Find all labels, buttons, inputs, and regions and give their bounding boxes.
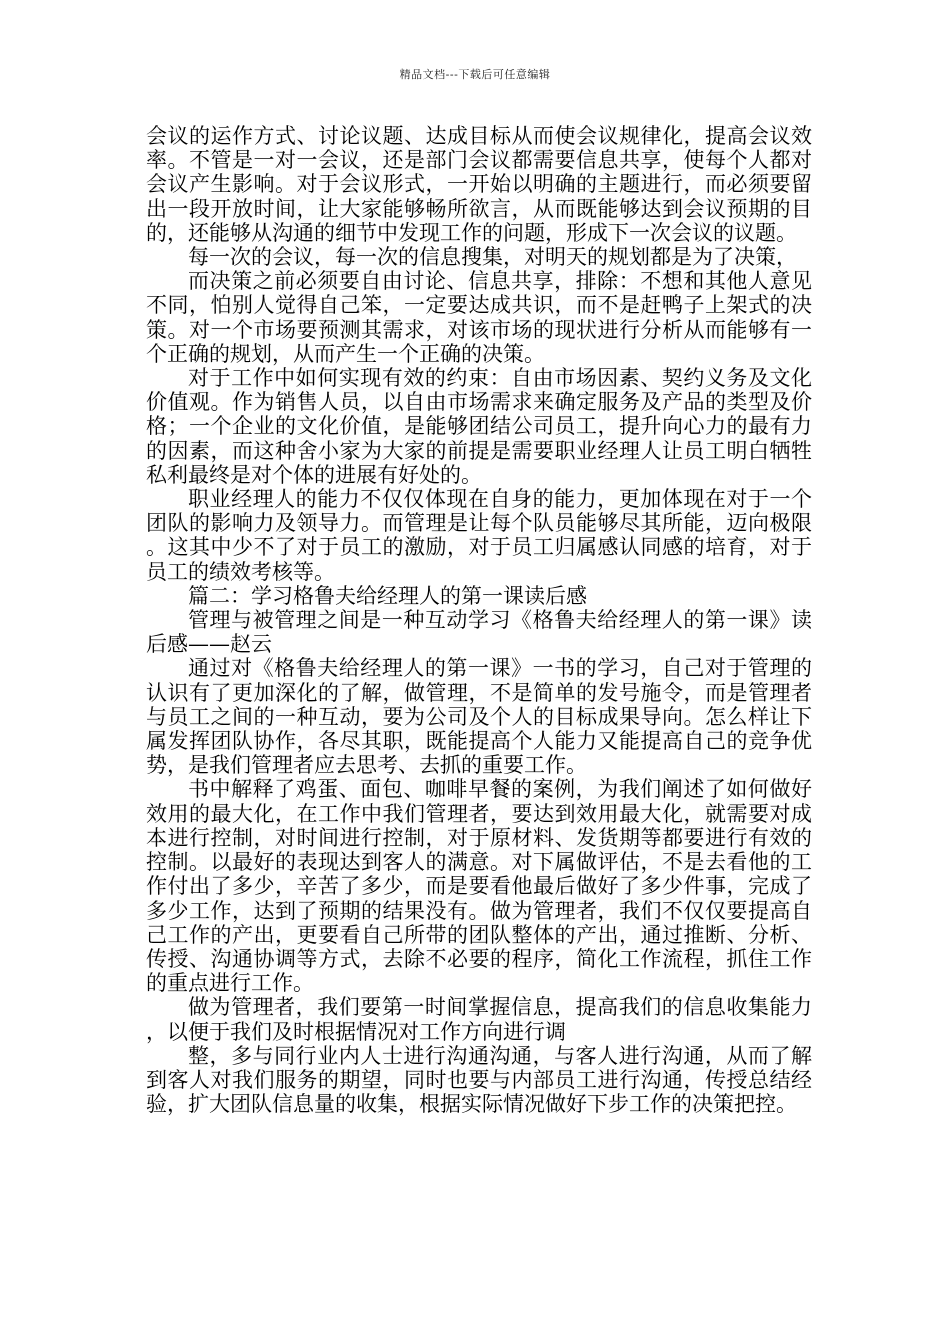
paragraph: 职业经理人的能力不仅仅体现在自身的能力，更加体现在对于一个团队的影响力及领导力。而管理是让每个队员能够尽其所能，迈向极限。这其中少不了对于员工的激励，对于员工归属感认同感的培育，对于员工的绩效考核等。 <box>146 487 812 584</box>
paragraph: 做为管理者，我们要第一时间掌握信息，提高我们的信息收集能力，以便于我们及时根据情况对工作方向进行调 <box>146 995 812 1044</box>
paragraph: 整，多与同行业内人士进行沟通沟通，与客人进行沟通，从而了解到客人对我们服务的期望，同时也要与内部员工进行沟通，传授总结经验，扩大团队信息量的收集，根据实际情况做好下步工作的决策把控。 <box>146 1043 812 1117</box>
page-header: 精品文档---下载后可任意编辑 <box>399 68 551 81</box>
paragraph: 会议的运作方式、讨论议题、达成目标从而使会议规律化，提高会议效率。不管是一对一会议，还是部门会议都需要信息共享，使每个人都对会议产生影响。对于会议形式，一开始以明确的主题进行，而必须要留出一段开放时间，让大家能够畅所欲言，从而既能够达到会议预期的目的，还能够从沟通的细节中发现工作的问题，形成下一次会议的议题。 <box>146 124 812 245</box>
section-heading: 篇二：学习格鲁夫给经理人的第一课读后感 <box>188 583 587 608</box>
document-body <box>146 124 812 1116</box>
paragraph: 对于工作中如何实现有效的约束：自由市场因素、契约义务及文化价值观。作为销售人员，以自由市场需求来确定服务及产品的类型及价格；一个企业的文化价值，是能够团结公司员工，提升向心力的最有力的因素，而这种舍小家为大家的前提是需要职业经理人让员工明白牺牲私利最终是对个体的进展有好处的。 <box>146 366 812 487</box>
paragraph: 每一次的会议，每一次的信息搜集，对明天的规划都是为了决策， <box>188 245 797 270</box>
article-title: 管理与被管理之间是一种互动学习《格鲁夫给经理人的第一课》读后感——赵云 <box>146 608 812 657</box>
paragraph: 通过对《格鲁夫给经理人的第一课》一书的学习，自己对于管理的认识有了更加深化的了解，做管理，不是简单的发号施令，而是管理者与员工之间的一种互动，要为公司及个人的目标成果导向。怎么样让下属发挥团队协作，各尽其职，既能提高个人能力又能提高自己的竞争优势，是我们管理者应去思考、去抓的重要工作。 <box>146 656 812 778</box>
paragraph: 书中解释了鸡蛋、面包、咖啡早餐的案例，为我们阐述了如何做好效用的最大化，在工作中我们管理者，要达到效用最大化，就需要对成本进行控制，对时间进行控制，对于原材料、发货期等都要进行有效的控制。以最好的表现达到客人的满意。对下属做评估，不是去看他的工作付出了多少，辛苦了多少，而是要看他最后做好了多少件事，完成了多少工作，达到了预期的结果没有。做为管理者，我们不仅仅要提高自己工作的产出，更要看自己所带的团队整体的产出，通过推断、分析、传授、沟通协调等方式，去除不必要的程序，简化工作流程，抓住工作的重点进行工作。 <box>146 777 812 996</box>
paragraph: 而决策之前必须要自由讨论、信息共享，排除：不想和其他人意见不同，怕别人觉得自己笨，一定要达成共识，而不是赶鸭子上架式的决策。对一个市场要预测其需求，对该市场的现状进行分析从而能够有一个正确的规划，从而产生一个正确的决策。 <box>146 269 812 366</box>
